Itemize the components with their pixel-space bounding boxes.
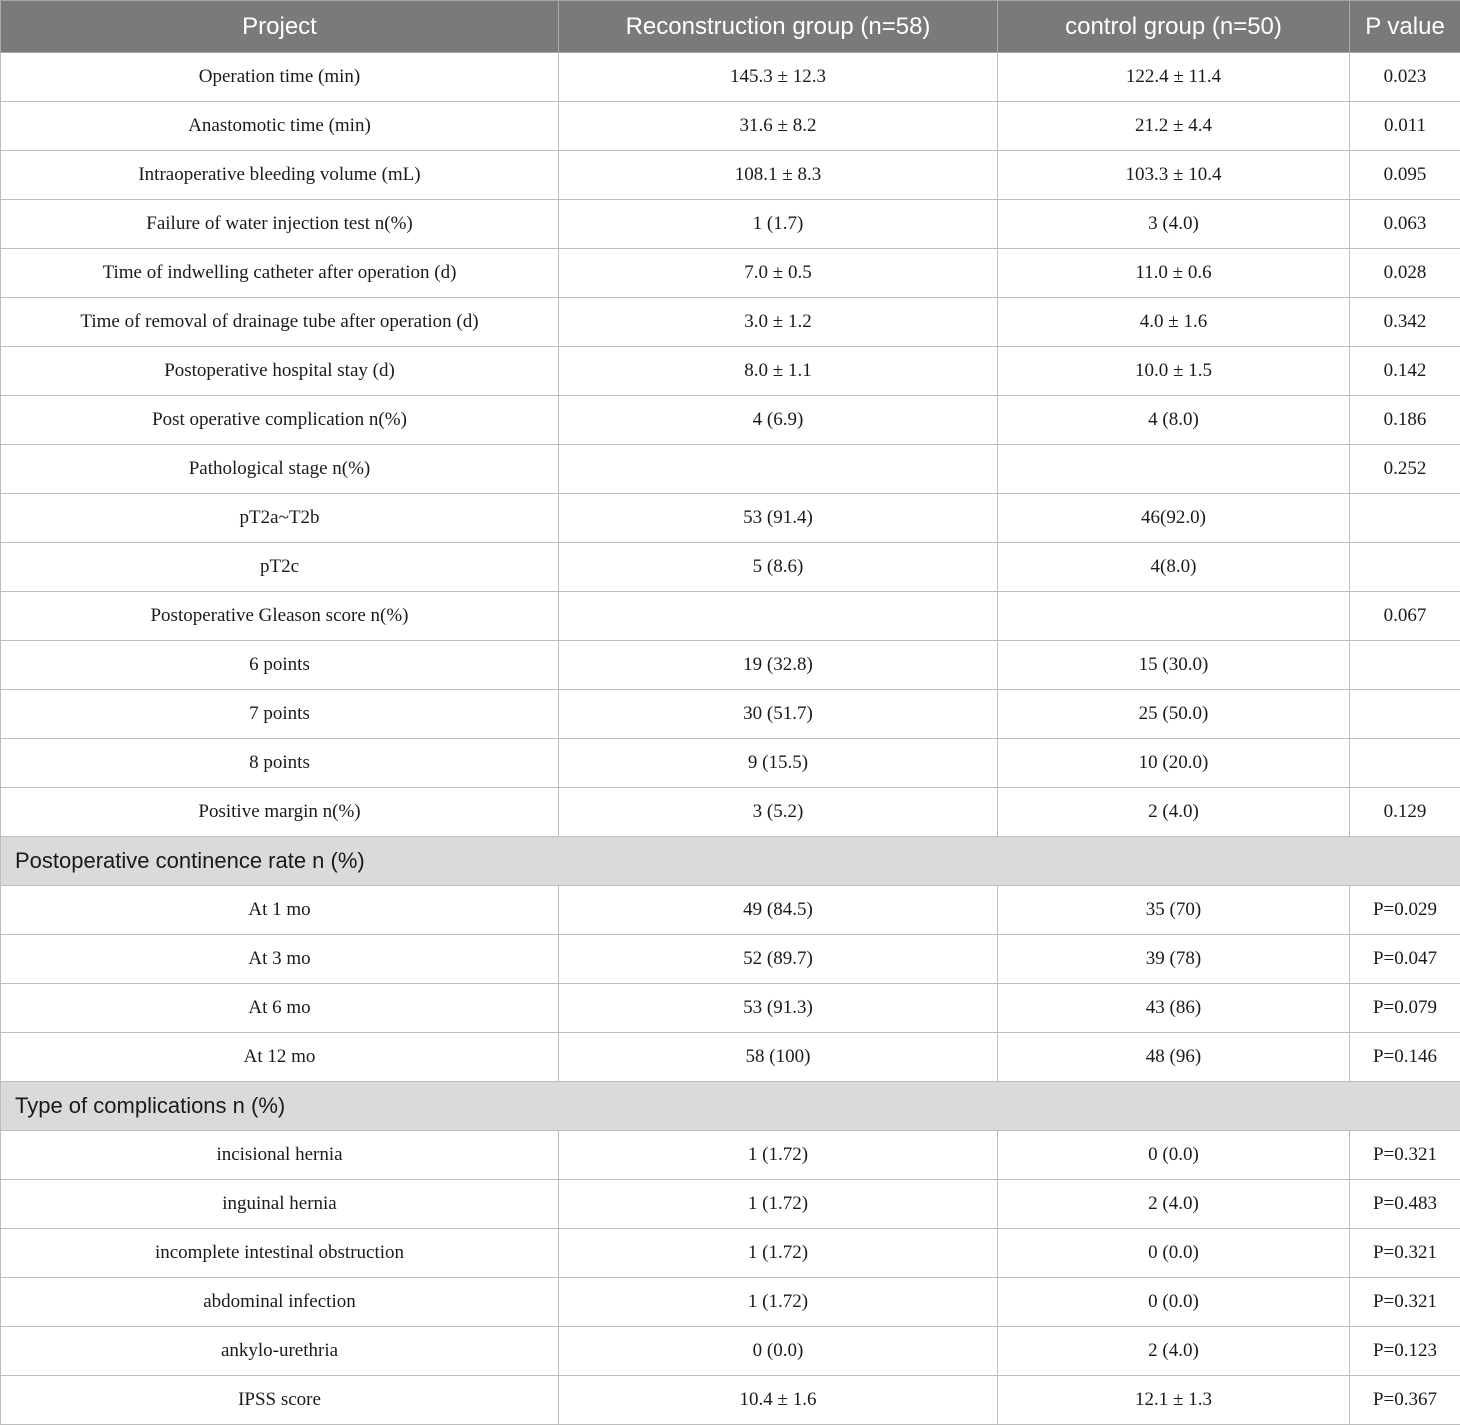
p-value-cell: P=0.321	[1350, 1131, 1460, 1180]
p-value-cell: 0.342	[1350, 298, 1460, 347]
reconstruction-cell: 3.0 ± 1.2	[559, 298, 998, 347]
p-value-cell: P=0.146	[1350, 1033, 1460, 1082]
p-value-cell: 0.186	[1350, 396, 1460, 445]
table-row	[1, 347, 1460, 396]
project-cell: inguinal hernia	[1, 1180, 559, 1229]
reconstruction-cell: 5 (8.6)	[559, 543, 998, 592]
header-p-value: P value	[1350, 1, 1460, 53]
reconstruction-cell: 30 (51.7)	[559, 690, 998, 739]
reconstruction-cell: 52 (89.7)	[559, 935, 998, 984]
control-cell: 21.2 ± 4.4	[998, 102, 1350, 151]
p-value-cell: P=0.047	[1350, 935, 1460, 984]
p-value-cell	[1350, 641, 1460, 690]
project-cell: Failure of water injection test n(%)	[1, 200, 559, 249]
control-cell: 0 (0.0)	[998, 1278, 1350, 1327]
p-value-cell: P=0.483	[1350, 1180, 1460, 1229]
table-row	[1, 445, 1460, 494]
reconstruction-cell: 1 (1.72)	[559, 1229, 998, 1278]
table-row	[1, 886, 1460, 935]
project-cell: At 6 mo	[1, 984, 559, 1033]
table-row	[1, 1180, 1460, 1229]
p-value-cell: 0.011	[1350, 102, 1460, 151]
control-cell: 10.0 ± 1.5	[998, 347, 1350, 396]
reconstruction-cell: 1 (1.72)	[559, 1278, 998, 1327]
table-row	[1, 1327, 1460, 1376]
control-cell: 4.0 ± 1.6	[998, 298, 1350, 347]
p-value-cell: 0.095	[1350, 151, 1460, 200]
p-value-cell	[1350, 739, 1460, 788]
reconstruction-cell: 58 (100)	[559, 1033, 998, 1082]
p-value-cell	[1350, 690, 1460, 739]
p-value-cell: P=0.079	[1350, 984, 1460, 1033]
p-value-cell: 0.142	[1350, 347, 1460, 396]
reconstruction-cell: 1 (1.7)	[559, 200, 998, 249]
control-cell: 4 (8.0)	[998, 396, 1350, 445]
reconstruction-cell: 49 (84.5)	[559, 886, 998, 935]
project-cell: ankylo-urethria	[1, 1327, 559, 1376]
table-row	[1, 592, 1460, 641]
table-row	[1, 739, 1460, 788]
project-cell: At 12 mo	[1, 1033, 559, 1082]
control-cell: 12.1 ± 1.3	[998, 1376, 1350, 1425]
header-project: Project	[1, 1, 559, 53]
table-row	[1, 984, 1460, 1033]
p-value-cell: 0.028	[1350, 249, 1460, 298]
control-cell	[998, 592, 1350, 641]
table-row	[1, 1131, 1460, 1180]
reconstruction-cell: 8.0 ± 1.1	[559, 347, 998, 396]
control-cell: 2 (4.0)	[998, 1180, 1350, 1229]
p-value-cell: 0.067	[1350, 592, 1460, 641]
section-label: Type of complications n (%)	[1, 1082, 1460, 1131]
header-control-group: control group (n=50)	[998, 1, 1350, 53]
reconstruction-cell: 9 (15.5)	[559, 739, 998, 788]
project-cell: Positive margin n(%)	[1, 788, 559, 837]
table-row	[1, 298, 1460, 347]
table-row	[1, 249, 1460, 298]
control-cell	[998, 445, 1350, 494]
p-value-cell: 0.063	[1350, 200, 1460, 249]
table-row	[1, 1376, 1460, 1425]
reconstruction-cell: 145.3 ± 12.3	[559, 53, 998, 102]
section-header-row	[1, 1082, 1460, 1131]
reconstruction-cell: 4 (6.9)	[559, 396, 998, 445]
table-body	[1, 53, 1460, 1425]
project-cell: Operation time (min)	[1, 53, 559, 102]
reconstruction-cell: 19 (32.8)	[559, 641, 998, 690]
p-value-cell: P=0.321	[1350, 1229, 1460, 1278]
table-row	[1, 788, 1460, 837]
control-cell: 48 (96)	[998, 1033, 1350, 1082]
reconstruction-cell: 31.6 ± 8.2	[559, 102, 998, 151]
project-cell: pT2c	[1, 543, 559, 592]
control-cell: 46(92.0)	[998, 494, 1350, 543]
table-row	[1, 151, 1460, 200]
control-cell: 35 (70)	[998, 886, 1350, 935]
reconstruction-cell: 3 (5.2)	[559, 788, 998, 837]
p-value-cell: P=0.321	[1350, 1278, 1460, 1327]
p-value-cell: P=0.029	[1350, 886, 1460, 935]
project-cell: incomplete intestinal obstruction	[1, 1229, 559, 1278]
table-row	[1, 1229, 1460, 1278]
project-cell: At 3 mo	[1, 935, 559, 984]
table-row	[1, 200, 1460, 249]
p-value-cell: 0.252	[1350, 445, 1460, 494]
table-row	[1, 102, 1460, 151]
control-cell: 2 (4.0)	[998, 788, 1350, 837]
table-row	[1, 935, 1460, 984]
p-value-cell: P=0.367	[1350, 1376, 1460, 1425]
project-cell: Time of indwelling catheter after operation (d)	[1, 249, 559, 298]
reconstruction-cell: 7.0 ± 0.5	[559, 249, 998, 298]
project-cell: IPSS score	[1, 1376, 559, 1425]
control-cell: 4(8.0)	[998, 543, 1350, 592]
reconstruction-cell: 0 (0.0)	[559, 1327, 998, 1376]
control-cell: 11.0 ± 0.6	[998, 249, 1350, 298]
project-cell: Time of removal of drainage tube after operation (d)	[1, 298, 559, 347]
table-row	[1, 494, 1460, 543]
table-row	[1, 1278, 1460, 1327]
project-cell: Post operative complication n(%)	[1, 396, 559, 445]
project-cell: 7 points	[1, 690, 559, 739]
project-cell: At 1 mo	[1, 886, 559, 935]
control-cell: 39 (78)	[998, 935, 1350, 984]
control-cell: 0 (0.0)	[998, 1229, 1350, 1278]
project-cell: Intraoperative bleeding volume (mL)	[1, 151, 559, 200]
p-value-cell	[1350, 494, 1460, 543]
control-cell: 103.3 ± 10.4	[998, 151, 1350, 200]
reconstruction-cell: 1 (1.72)	[559, 1131, 998, 1180]
section-label: Postoperative continence rate n (%)	[1, 837, 1460, 886]
control-cell: 25 (50.0)	[998, 690, 1350, 739]
project-cell: pT2a~T2b	[1, 494, 559, 543]
table-row	[1, 396, 1460, 445]
project-cell: 6 points	[1, 641, 559, 690]
p-value-cell: 0.129	[1350, 788, 1460, 837]
p-value-cell	[1350, 543, 1460, 592]
project-cell: abdominal infection	[1, 1278, 559, 1327]
project-cell: Postoperative hospital stay (d)	[1, 347, 559, 396]
table-row	[1, 543, 1460, 592]
reconstruction-cell	[559, 445, 998, 494]
section-header-row	[1, 837, 1460, 886]
control-cell: 122.4 ± 11.4	[998, 53, 1350, 102]
reconstruction-cell: 53 (91.3)	[559, 984, 998, 1033]
project-cell: Anastomotic time (min)	[1, 102, 559, 151]
control-cell: 10 (20.0)	[998, 739, 1350, 788]
reconstruction-cell: 10.4 ± 1.6	[559, 1376, 998, 1425]
reconstruction-cell: 108.1 ± 8.3	[559, 151, 998, 200]
control-cell: 15 (30.0)	[998, 641, 1350, 690]
control-cell: 43 (86)	[998, 984, 1350, 1033]
table-row	[1, 641, 1460, 690]
p-value-cell: 0.023	[1350, 53, 1460, 102]
table-row	[1, 53, 1460, 102]
control-cell: 0 (0.0)	[998, 1131, 1350, 1180]
project-cell: Postoperative Gleason score n(%)	[1, 592, 559, 641]
project-cell: incisional hernia	[1, 1131, 559, 1180]
control-cell: 2 (4.0)	[998, 1327, 1350, 1376]
project-cell: 8 points	[1, 739, 559, 788]
control-cell: 3 (4.0)	[998, 200, 1350, 249]
reconstruction-cell	[559, 592, 998, 641]
reconstruction-cell: 1 (1.72)	[559, 1180, 998, 1229]
header-row	[1, 1, 1460, 53]
table-row	[1, 690, 1460, 739]
table-row	[1, 1033, 1460, 1082]
header-reconstruction-group: Reconstruction group (n=58)	[559, 1, 998, 53]
reconstruction-cell: 53 (91.4)	[559, 494, 998, 543]
project-cell: Pathological stage n(%)	[1, 445, 559, 494]
p-value-cell: P=0.123	[1350, 1327, 1460, 1376]
